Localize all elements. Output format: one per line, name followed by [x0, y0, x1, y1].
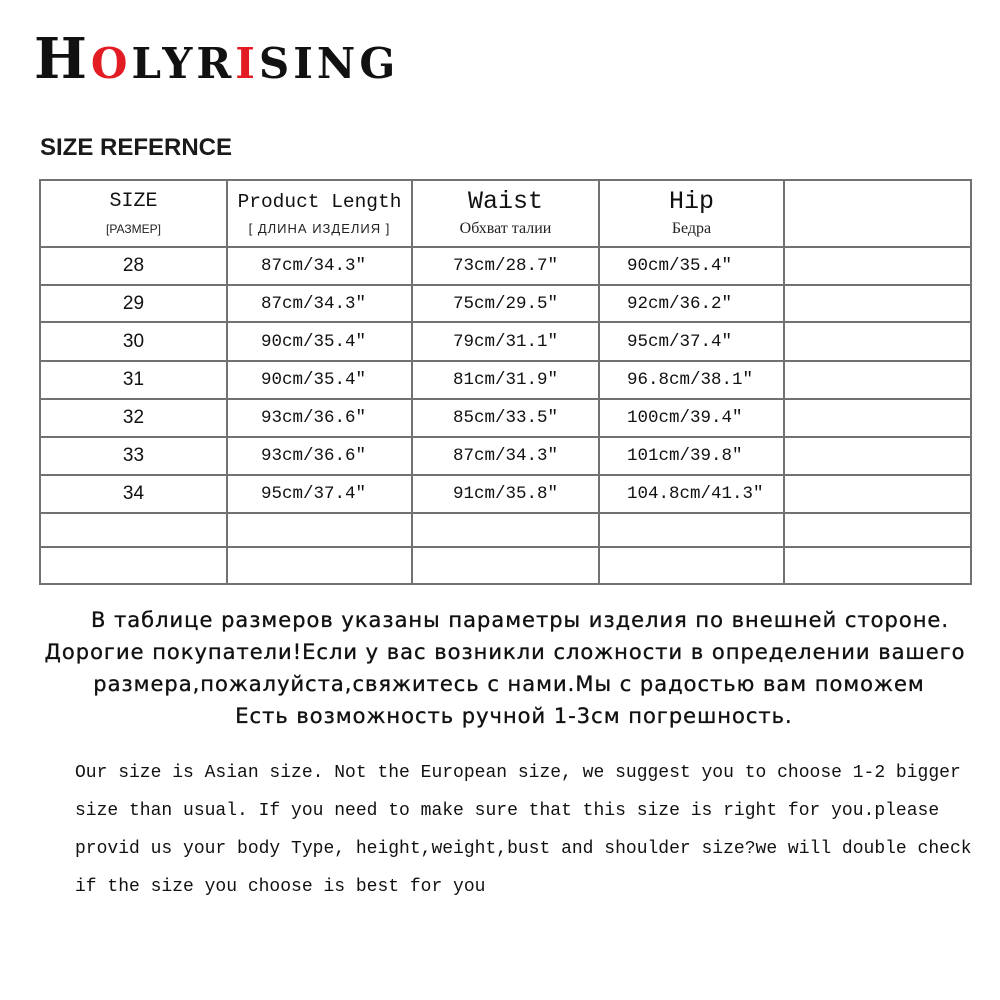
cell-waist: 75cm/29.5" [412, 285, 599, 322]
table-row [40, 513, 971, 547]
cell-size: 28 [40, 247, 227, 285]
cell-empty [784, 475, 971, 513]
table-row [40, 475, 971, 513]
note-line: размера,пожалуйста,свяжитесь с нами.Мы с радостью вам поможем [93, 672, 925, 696]
header-subtitle: Обхват талии [459, 220, 552, 237]
brand-logo [34, 26, 400, 92]
logo-letter: S [258, 39, 294, 88]
cell-empty [784, 361, 971, 399]
cell-size [40, 513, 227, 547]
cell-size: 32 [40, 399, 227, 437]
note-line: Our size is Asian size. Not the European size, we suggest you to choose 1-2 bigger [75, 763, 961, 783]
english-size-note [75, 754, 972, 906]
cell-empty [784, 399, 971, 437]
cell-waist: 81cm/31.9" [412, 361, 599, 399]
note-line: provid us your body Type, height,weight,bust and shoulder size?we will double check [75, 839, 972, 859]
cell-product-length [227, 513, 412, 547]
cell-hip [599, 513, 784, 547]
cell-product-length [227, 547, 412, 584]
cell-waist: 87cm/34.3" [412, 437, 599, 475]
header-title: Product Length [237, 191, 402, 213]
logo-letter: G [359, 39, 400, 88]
note-line: if the size you choose is best for you [75, 877, 486, 897]
cell-size: 30 [40, 322, 227, 361]
cell-product-length: 90cm/35.4" [227, 322, 412, 361]
header-waist [412, 180, 599, 247]
table-row [40, 437, 971, 475]
table-row [40, 361, 971, 399]
header-title: SIZE [109, 190, 158, 213]
cell-empty [784, 322, 971, 361]
logo-letter: N [316, 39, 360, 88]
cell-waist [412, 513, 599, 547]
cell-size: 31 [40, 361, 227, 399]
cell-empty [784, 285, 971, 322]
cell-product-length: 90cm/35.4" [227, 361, 412, 399]
cell-waist: 91cm/35.8" [412, 475, 599, 513]
table-row [40, 547, 971, 584]
cell-hip: 90cm/35.4" [599, 247, 784, 285]
table-row [40, 399, 971, 437]
cell-product-length: 87cm/34.3" [227, 247, 412, 285]
cell-hip [599, 547, 784, 584]
table-header-row [40, 180, 971, 247]
cell-product-length: 93cm/36.6" [227, 399, 412, 437]
table-row [40, 322, 971, 361]
header-subtitle: Бедра [671, 220, 712, 237]
cell-empty [784, 513, 971, 547]
logo-letter: Y [162, 39, 197, 88]
cell-hip: 100cm/39.4" [599, 399, 784, 437]
cell-product-length: 93cm/36.6" [227, 437, 412, 475]
header-title: Waist [467, 187, 543, 216]
cell-waist: 85cm/33.5" [412, 399, 599, 437]
cell-waist: 79cm/31.1" [412, 322, 599, 361]
cell-product-length: 87cm/34.3" [227, 285, 412, 322]
cell-hip: 104.8cm/41.3" [599, 475, 784, 513]
russian-size-note [40, 604, 970, 732]
note-line: Есть возможность ручной 1-3см погрешность. [235, 704, 793, 728]
cell-size: 29 [40, 285, 227, 322]
logo-letter: H [34, 26, 91, 92]
header-product-length [227, 180, 412, 247]
cell-hip: 96.8cm/38.1" [599, 361, 784, 399]
note-line: В таблице размеров указаны параметры изделия по внешней стороне. [90, 608, 950, 632]
cell-empty [784, 247, 971, 285]
header-hip [599, 180, 784, 247]
header-subtitle: [ ДЛИНА ИЗДЕЛИЯ ] [248, 221, 391, 236]
note-line: size than usual. If you need to make sure that this size is right for you.please [75, 801, 940, 821]
logo-letter: I [235, 39, 259, 88]
logo-letter: L [131, 39, 163, 88]
cell-size: 34 [40, 475, 227, 513]
cell-size [40, 547, 227, 584]
cell-hip: 95cm/37.4" [599, 322, 784, 361]
cell-empty [784, 547, 971, 584]
header-subtitle: [РАЗМЕР] [106, 222, 161, 236]
cell-size: 33 [40, 437, 227, 475]
cell-hip: 92cm/36.2" [599, 285, 784, 322]
cell-waist: 73cm/28.7" [412, 247, 599, 285]
table-row [40, 247, 971, 285]
logo-letter: I [293, 39, 317, 88]
section-title: SIZE REFERNCE [40, 134, 233, 161]
logo-letter: R [196, 39, 236, 88]
cell-empty [784, 437, 971, 475]
cell-hip: 101cm/39.8" [599, 437, 784, 475]
note-line: Дорогие покупатели!Если у вас возникли сложности в определении вашего [44, 640, 966, 664]
cell-waist [412, 547, 599, 584]
header-title: Hip [668, 187, 714, 216]
header-empty [784, 180, 971, 247]
header-size [40, 180, 227, 247]
logo-letter: O [90, 39, 132, 88]
table-row [40, 285, 971, 322]
cell-product-length: 95cm/37.4" [227, 475, 412, 513]
size-table [39, 179, 972, 585]
